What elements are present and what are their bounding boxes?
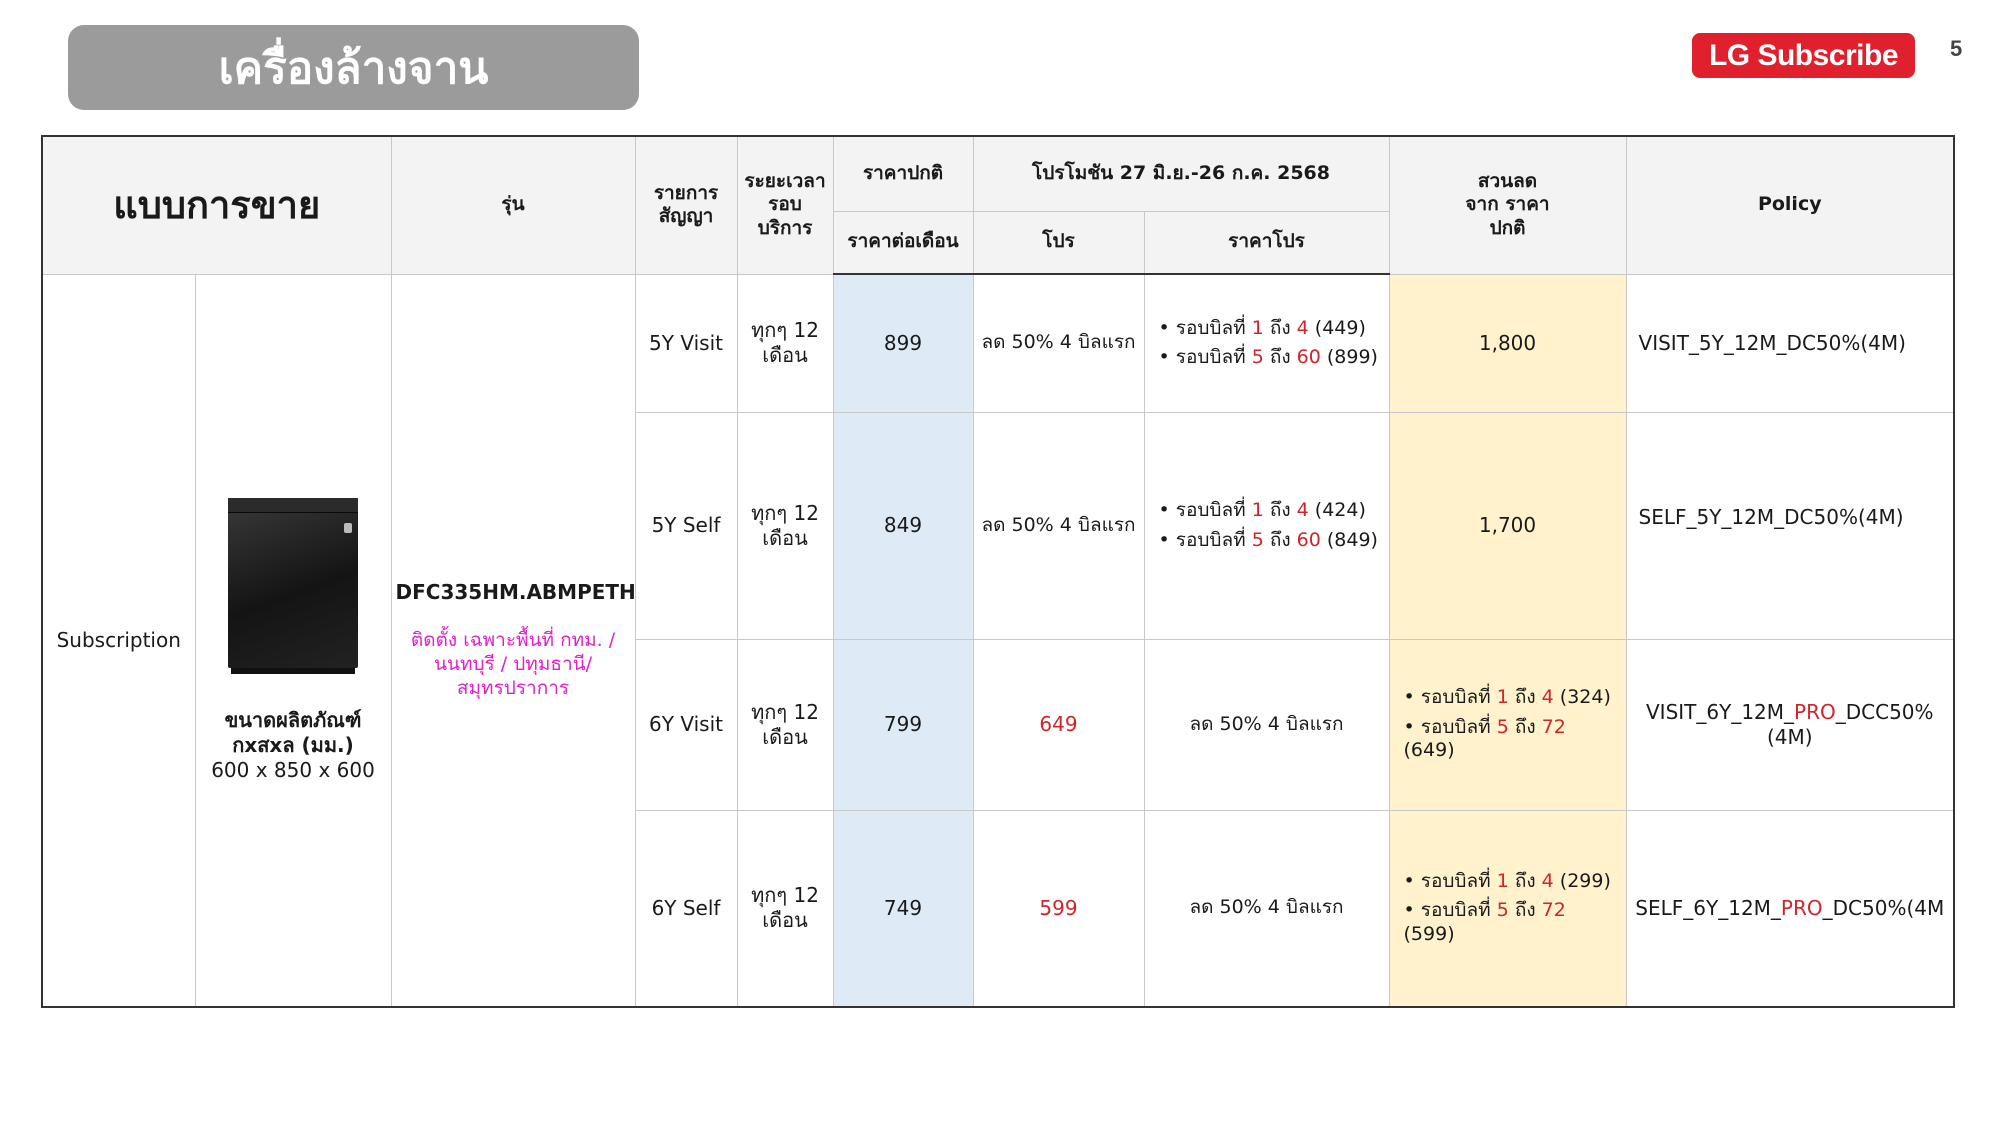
header-price-per-month: ราคาต่อเดือน [833, 211, 973, 274]
bill-range-line: • รอบบิลที่ 5 ถึง 60 (849) [1158, 528, 1378, 551]
price-cell: 849 [833, 412, 973, 639]
bill-range-line: • รอบบิลที่ 1 ถึง 4 (324) [1403, 685, 1611, 708]
discount-cell [1389, 810, 1626, 1007]
size-value: 600 x 850 x 600 [211, 757, 375, 782]
install-note: ติดตั้ง เฉพาะพื้นที่ กทม. / นนทบุรี / ปทุมธานี/ สมุทรปราการ [410, 629, 616, 699]
contract-cell: 5Y Visit [635, 274, 737, 412]
model-name: DFC335HM.ABMPETH [395, 580, 636, 605]
period-cell: ทุกๆ 12 เดือน [737, 810, 833, 1007]
lg-subscribe-logo: LG Subscribe [1692, 33, 1915, 78]
dishwasher-image [228, 498, 358, 668]
header-promotion: โปรโมชัน 27 มิ.ย.-26 ก.ค. 2568 [973, 136, 1389, 211]
header-discount: สวนลด จาก ราคาปกติ [1389, 136, 1626, 274]
promo-price-cell [1144, 412, 1389, 639]
bill-range-line: • รอบบิลที่ 1 ถึง 4 (449) [1158, 316, 1366, 339]
period-cell: ทุกๆ 12 เดือน [737, 274, 833, 412]
promo-cell: 599 [973, 810, 1144, 1007]
discount-cell [1389, 639, 1626, 810]
policy-cell: VISIT_5Y_12M_DC50%(4M) [1626, 274, 1954, 412]
price-cell: 799 [833, 639, 973, 810]
header-policy: Policy [1626, 136, 1954, 274]
bill-range-line: • รอบบิลที่ 5 ถึง 72 (599) [1403, 899, 1566, 946]
page-title: เครื่องล้างจาน [68, 25, 639, 110]
policy-cell: SELF_6Y_12M_PRO_DC50%(4M [1626, 810, 1954, 1007]
promo-cell: ลด 50% 4 บิลแรก [973, 274, 1144, 412]
header-model: รุ่น [391, 136, 635, 274]
bill-range-line: • รอบบิลที่ 5 ถึง 72 (649) [1403, 715, 1566, 762]
header-promo-price: ราคาโปร [1144, 211, 1389, 274]
header-sales-type: แบบการขาย [42, 136, 391, 274]
bill-range-line: • รอบบิลที่ 1 ถึง 4 (299) [1403, 869, 1611, 892]
promo-price-cell [1144, 274, 1389, 412]
discount-cell: 1,700 [1389, 412, 1626, 639]
price-cell: 749 [833, 810, 973, 1007]
pricing-table [41, 135, 1955, 1008]
size-label: ขนาดผลิตภัณฑ์ กxสxล (มม.) [224, 707, 362, 757]
promo-price-cell: ลด 50% 4 บิลแรก [1144, 810, 1389, 1007]
promo-price-cell: ลด 50% 4 บิลแรก [1144, 639, 1389, 810]
header-service-period: ระยะเวลา รอบบริการ [737, 136, 833, 274]
promo-cell: 649 [973, 639, 1144, 810]
policy-cell: VISIT_6Y_12M_PRO_DCC50%(4M) [1626, 639, 1954, 810]
bill-range-line: • รอบบิลที่ 1 ถึง 4 (424) [1158, 498, 1366, 521]
contract-cell: 6Y Self [635, 810, 737, 1007]
promo-cell: ลด 50% 4 บิลแรก [973, 412, 1144, 639]
price-cell: 899 [833, 274, 973, 412]
header-promo: โปร [973, 211, 1144, 274]
page-number: 5 [1950, 36, 1963, 61]
contract-cell: 5Y Self [635, 412, 737, 639]
discount-cell: 1,800 [1389, 274, 1626, 412]
table-row [42, 274, 1954, 412]
period-cell: ทุกๆ 12 เดือน [737, 639, 833, 810]
model-cell [391, 274, 635, 1007]
product-size [200, 708, 387, 783]
header-regular-price: ราคาปกติ [833, 136, 973, 211]
contract-cell: 6Y Visit [635, 639, 737, 810]
product-image-cell [195, 274, 391, 1007]
sales-type-cell: Subscription [42, 274, 195, 1007]
period-cell: ทุกๆ 12 เดือน [737, 412, 833, 639]
policy-cell: SELF_5Y_12M_DC50%(4M) [1626, 412, 1954, 639]
bill-range-line: • รอบบิลที่ 5 ถึง 60 (899) [1158, 346, 1378, 369]
header-contract: รายการ สัญญา [635, 136, 737, 274]
